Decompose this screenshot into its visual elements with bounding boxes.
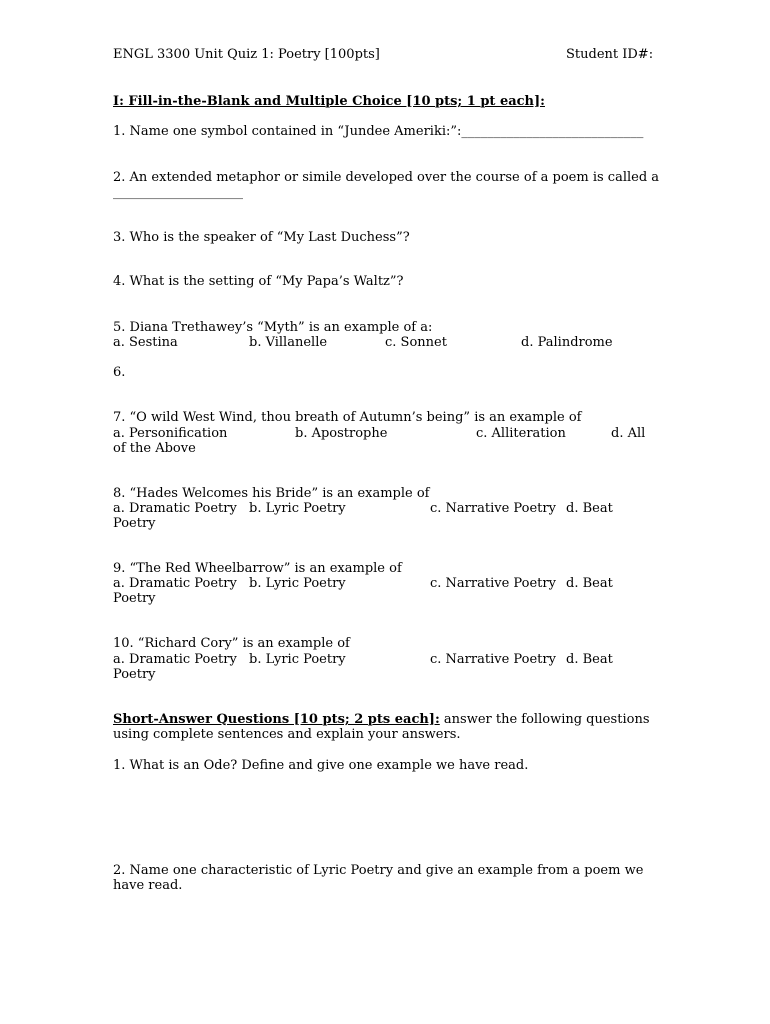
question-9-option-d: d. Beat: [566, 576, 613, 591]
question-8-option-b: b. Lyric Poetry: [249, 501, 346, 516]
section1-heading: I: Fill-in-the-Blank and Multiple Choice [10 pts; 1 pt each]:: [113, 94, 545, 109]
question-8-option-wrap: Poetry: [113, 516, 156, 531]
section2-intro: answer the following questions: [439, 712, 650, 727]
question-10-option-c: c. Narrative Poetry: [430, 652, 556, 667]
short-answer-1: 1. What is an Ode? Define and give one example we have read.: [113, 758, 529, 773]
section2-heading-line: [113, 712, 650, 727]
question-10-option-d: d. Beat: [566, 652, 613, 667]
question-6: 6.: [113, 365, 126, 380]
question-7-option-c: c. Alliteration: [476, 426, 566, 441]
question-1: 1. Name one symbol contained in “Jundee Ameriki:”:____________________________: [113, 124, 644, 139]
question-9-option-c: c. Narrative Poetry: [430, 576, 556, 591]
question-8-option-d: d. Beat: [566, 501, 613, 516]
question-10-option-wrap: Poetry: [113, 667, 156, 682]
section2-heading: Short-Answer Questions [10 pts; 2 pts each]:: [113, 712, 440, 727]
section2-intro-line2: using complete sentences and explain your answers.: [113, 727, 461, 742]
question-5-option-b: b. Villanelle: [249, 335, 328, 350]
question-8-option-a: a. Dramatic Poetry: [113, 501, 237, 516]
question-9-option-a: a. Dramatic Poetry: [113, 576, 237, 591]
question-2-line1: 2. An extended metaphor or simile developed over the course of a poem is called a: [113, 170, 660, 185]
question-5-option-a: a. Sestina: [113, 335, 178, 350]
question-7-option-b: b. Apostrophe: [295, 426, 388, 441]
question-10-option-b: b. Lyric Poetry: [249, 652, 346, 667]
question-5-option-d: d. Palindrome: [521, 335, 613, 350]
question-7-option-wrap: of the Above: [113, 441, 196, 456]
question-9-option-b: b. Lyric Poetry: [249, 576, 346, 591]
question-2-line2: ____________________: [113, 185, 243, 200]
question-5-prompt: 5. Diana Trethawey’s “Myth” is an example of a:: [113, 320, 433, 335]
short-answer-2-line2: have read.: [113, 878, 183, 893]
question-7-option-d: d. All: [611, 426, 646, 441]
question-7-prompt: 7. “O wild West Wind, thou breath of Autumn’s being” is an example of: [113, 410, 582, 425]
question-10-option-a: a. Dramatic Poetry: [113, 652, 237, 667]
question-7-option-a: a. Personification: [113, 426, 228, 441]
quiz-title: ENGL 3300 Unit Quiz 1: Poetry [100pts]: [113, 47, 380, 62]
question-5-option-c: c. Sonnet: [385, 335, 447, 350]
question-9-option-wrap: Poetry: [113, 591, 156, 606]
question-8-option-c: c. Narrative Poetry: [430, 501, 556, 516]
short-answer-2-line1: 2. Name one characteristic of Lyric Poetry and give an example from a poem we: [113, 863, 644, 878]
question-8-prompt: 8. “Hades Welcomes his Bride” is an example of: [113, 486, 430, 501]
question-4: 4. What is the setting of “My Papa’s Waltz”?: [113, 274, 404, 289]
student-id-label: Student ID#:: [566, 47, 654, 62]
question-3: 3. Who is the speaker of “My Last Duchess”?: [113, 230, 410, 245]
question-9-prompt: 9. “The Red Wheelbarrow” is an example of: [113, 561, 402, 576]
question-10-prompt: 10. “Richard Cory” is an example of: [113, 636, 350, 651]
